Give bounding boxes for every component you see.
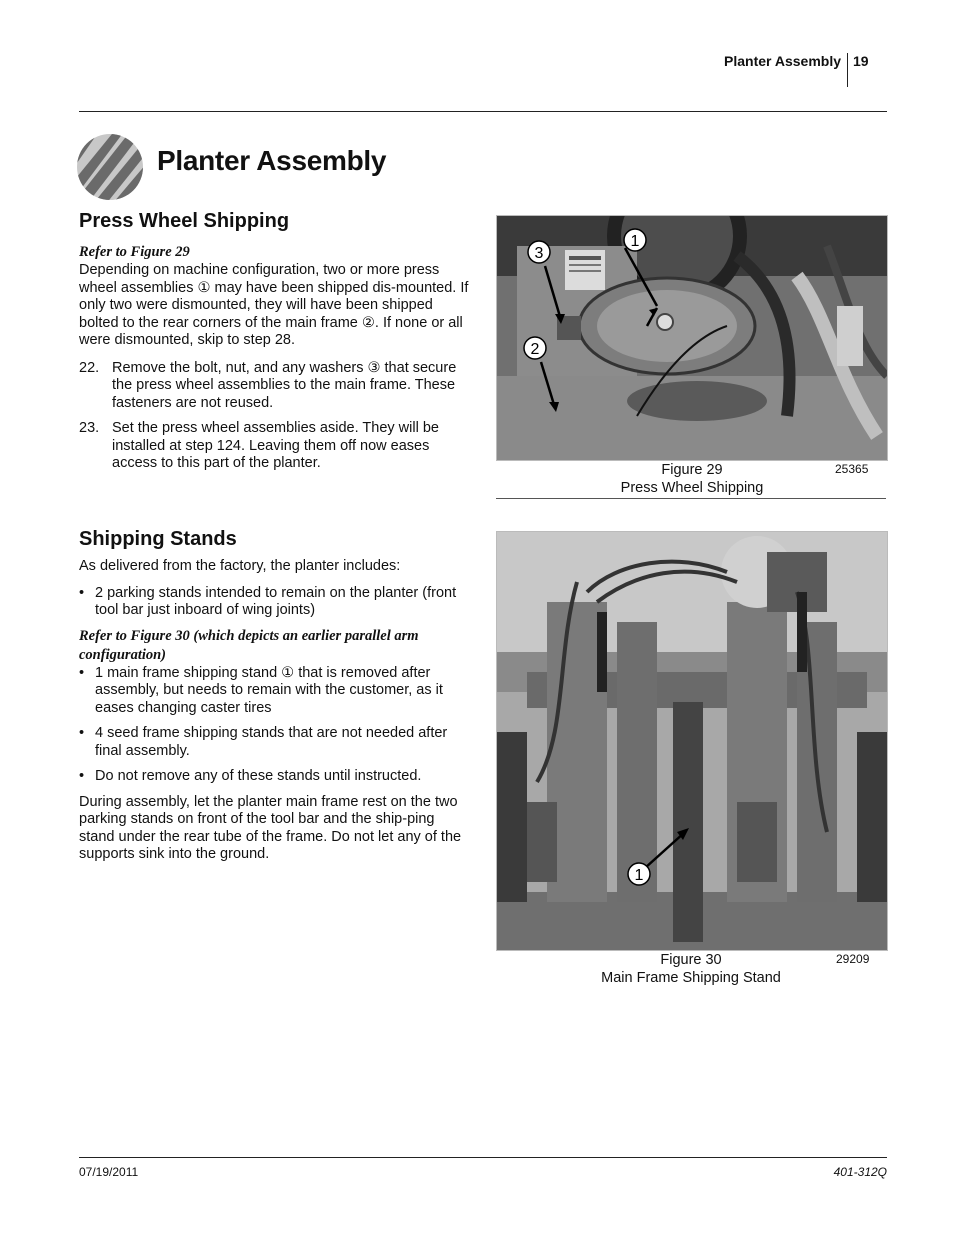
- bullet-dot: •: [79, 584, 85, 601]
- step-text: Remove the bolt, nut, and any washers ③ that secure the press wheel assemblies to the main frame. These fasteners are not reused.: [112, 359, 457, 411]
- brand-stripes-logo-icon: [76, 133, 144, 201]
- figure-reference: Refer to Figure 29: [79, 244, 190, 260]
- step-item: [79, 420, 471, 473]
- list-item-text: 2 parking stands intended to remain on the planter (front tool bar just inboard of wing joints): [95, 584, 457, 618]
- press-wheel-photo-drawing: [497, 216, 887, 460]
- press-wheel-body: [79, 243, 471, 473]
- figure-caption: Main Frame Shipping Stand: [601, 970, 781, 986]
- figure-29-caption: [496, 461, 888, 497]
- shipping-stands-body: [79, 558, 471, 864]
- step-item: [79, 360, 471, 413]
- figure-number: 29209: [836, 952, 870, 966]
- figure-caption: Press Wheel Shipping: [620, 480, 764, 496]
- bullet-dot: •: [79, 768, 85, 784]
- main-frame-photo-drawing: [497, 532, 887, 950]
- figure-number: 25365: [835, 462, 869, 476]
- figure-reference: Refer to Figure 30 (which depicts an earlier parallel arm configuration): [79, 627, 419, 663]
- figure-rule: [496, 498, 886, 499]
- figure-label: Figure 29: [661, 462, 723, 478]
- figure-label: Figure 30: [660, 952, 722, 968]
- list-item-text: Do not remove any of these stands until instructed.: [95, 768, 422, 784]
- page-number: 19: [853, 53, 869, 69]
- running-header-title: Planter Assembly: [724, 53, 841, 69]
- list-item: [79, 585, 471, 620]
- footer-date: 07/19/2011: [79, 1165, 139, 1179]
- list-item: [79, 768, 471, 786]
- list-item-text: 4 seed frame shipping stands that are not needed after final assembly.: [95, 725, 448, 759]
- callout-1: 1: [630, 233, 640, 250]
- shipping-intro: As delivered from the factory, the planter includes:: [79, 558, 401, 574]
- bottom-rule: [79, 1157, 887, 1158]
- figure-30-photo: [496, 531, 888, 951]
- page-title: Planter Assembly: [157, 145, 387, 176]
- step-number: 23.: [79, 420, 100, 436]
- header-separator: [847, 53, 848, 87]
- bullet-dot: •: [79, 664, 85, 681]
- list-item-text: 1 main frame shipping stand ① that is removed after assembly, but needs to remain with the customer, as it eases changing caster tires: [95, 664, 443, 716]
- callout-3: 3: [534, 245, 544, 262]
- shipping-closing: During assembly, let the planter main frame rest on the two parking stands on front of the tool bar and the ship-ping stand under the rear tube of the frame. Do not let any of the supports sink into the ground.: [79, 793, 462, 862]
- list-item: [79, 665, 471, 718]
- bullet-dot: •: [79, 725, 85, 741]
- figure-29-photo: [496, 215, 888, 461]
- callout-2: 2: [530, 341, 540, 358]
- figure-30-caption: [495, 951, 887, 987]
- step-text: Set the press wheel assemblies aside. They will be installed at step 124. Leaving them off now eases access to this part of the planter.: [112, 420, 439, 471]
- section-heading-shipping-stands: Shipping Stands: [79, 528, 237, 550]
- step-number: 22.: [79, 359, 100, 376]
- press-wheel-intro: Depending on machine configuration, two or more press wheel assemblies ① may have been shipped dis-mounted. If only two were dismounted, they will have been shipped bolted to the rear corners of the main frame ②. If none or all were dismounted, skip to step 28.: [79, 262, 469, 348]
- footer-doc-number: 401-312Q: [833, 1165, 887, 1179]
- section-heading-press-wheel: Press Wheel Shipping: [79, 210, 290, 232]
- list-item: [79, 725, 471, 760]
- top-rule: [79, 111, 887, 112]
- callout-1: 1: [634, 867, 644, 884]
